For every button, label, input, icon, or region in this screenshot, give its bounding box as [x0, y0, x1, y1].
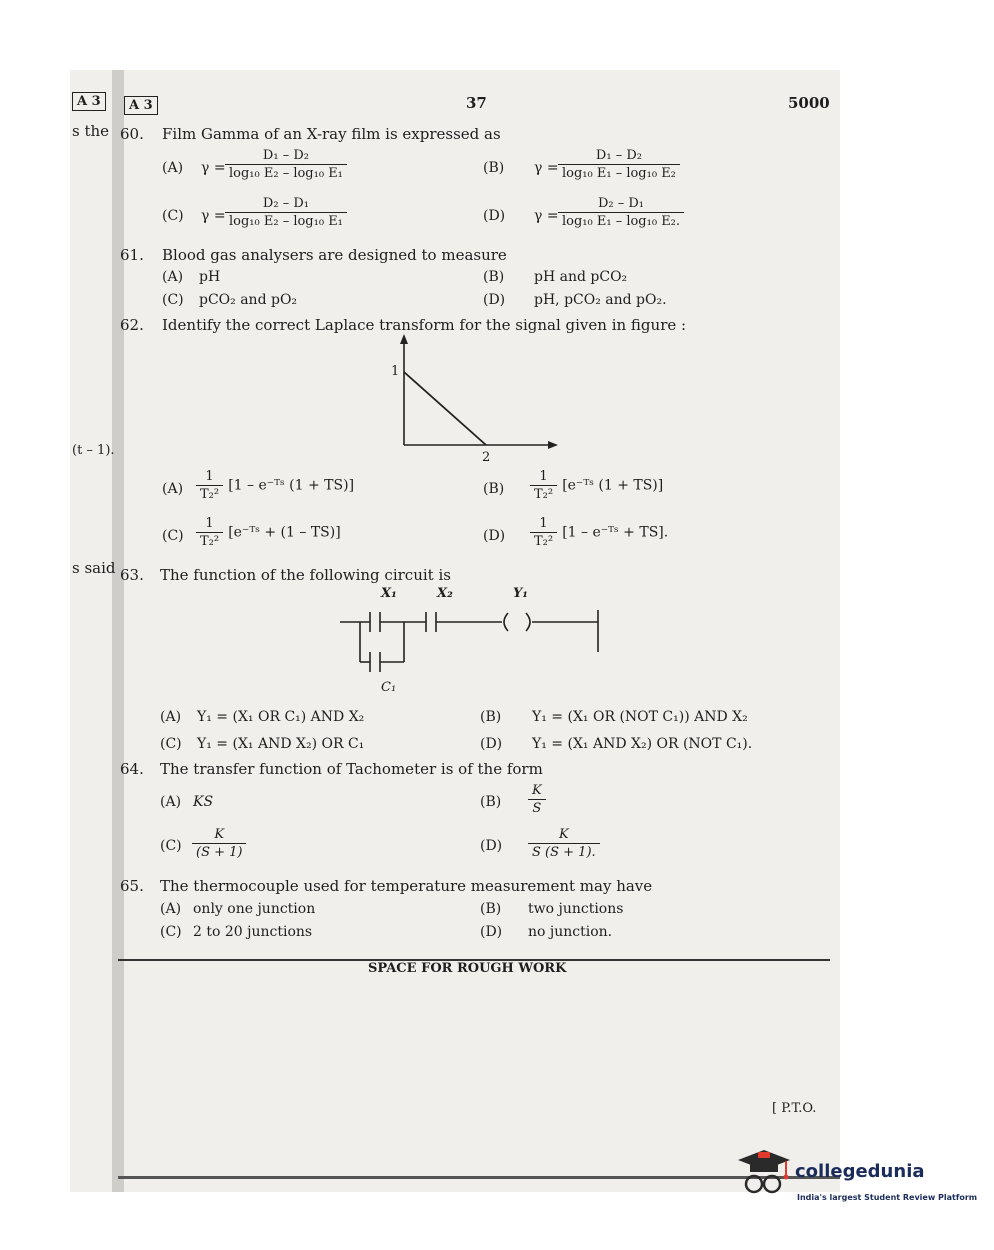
- collegedunia-logo-icon: [736, 1146, 792, 1198]
- option-text: pCO₂ and pO₂: [199, 292, 298, 308]
- fraction-numerator: D₂ – D₁: [558, 195, 684, 213]
- option-a-fraction: [225, 147, 347, 182]
- question-number: 64.: [120, 760, 144, 778]
- option-text: pH, pCO₂ and pO₂.: [534, 292, 667, 308]
- option-label: (B): [483, 269, 505, 285]
- fraction-denominator: T₂²: [200, 487, 220, 502]
- option-label: (C): [160, 736, 182, 752]
- option-b-expression: [530, 468, 663, 503]
- option-c-fraction: [192, 826, 246, 861]
- fraction-numerator: 1: [530, 515, 557, 533]
- option-c-fraction: [225, 195, 347, 230]
- option-text: only one junction: [193, 901, 316, 917]
- pto-label: [ P.T.O.: [772, 1101, 817, 1116]
- fraction-denominator: T₂²: [534, 534, 554, 549]
- question-text: The function of the following circuit is: [160, 566, 451, 584]
- label-c1: C₁: [381, 680, 397, 695]
- option-label: (D): [480, 838, 503, 854]
- option-d-expression: [530, 515, 668, 550]
- option-label: (A): [162, 269, 184, 285]
- fraction-denominator: S: [532, 801, 542, 816]
- fraction-numerator: D₂ – D₁: [225, 195, 347, 213]
- option-text: 2 to 20 junctions: [193, 924, 313, 940]
- gamma-lhs: γ =: [201, 208, 226, 224]
- option-label: (A): [160, 794, 182, 810]
- brand-name: collegedunia: [795, 1161, 925, 1182]
- laplace-expression: [1 – e⁻ᵀˢ + TS].: [562, 524, 669, 541]
- page-number: 37: [466, 94, 487, 112]
- x-axis-arrow-icon: [548, 441, 558, 449]
- fraction-numerator: D₁ – D₂: [225, 147, 347, 165]
- question-text: The thermocouple used for temperature measurement may have: [160, 877, 653, 895]
- option-label: (B): [483, 160, 505, 176]
- question-number: 63.: [120, 566, 144, 584]
- fraction-numerator: K: [192, 826, 246, 844]
- laplace-expression: [1 – e⁻ᵀˢ (1 + TS)]: [228, 477, 355, 494]
- option-text: pH and pCO₂: [534, 269, 628, 285]
- figure-y-tick: 1: [391, 364, 400, 379]
- option-b-fraction: [558, 147, 680, 182]
- left-page-badge: A 3: [72, 92, 106, 111]
- option-text: Y₁ = (X₁ AND X₂) OR C₁: [197, 736, 365, 752]
- label-y1: Y₁: [513, 586, 528, 601]
- option-label: (D): [480, 924, 503, 940]
- question-number: 60.: [120, 125, 144, 143]
- margin-fragment: s said: [72, 559, 116, 577]
- label-x1: X₁: [381, 586, 397, 601]
- option-label: (B): [480, 794, 502, 810]
- fraction-numerator: 1: [196, 468, 223, 486]
- option-label: (C): [162, 528, 184, 544]
- label-x2: X₂: [437, 586, 453, 601]
- signal-figure: [380, 330, 570, 470]
- margin-fragment: s the: [72, 122, 110, 140]
- question-text: The transfer function of Tachometer is of the form: [160, 760, 543, 778]
- option-label: (C): [162, 292, 184, 308]
- option-text: no junction.: [528, 924, 613, 940]
- option-text: pH: [199, 269, 221, 285]
- option-text: Y₁ = (X₁ OR C₁) AND X₂: [197, 709, 365, 725]
- option-label: (A): [160, 709, 182, 725]
- brand-tagline: India's largest Student Review Platform: [797, 1193, 978, 1202]
- coil-left-arc: [504, 613, 508, 631]
- option-label: (C): [160, 924, 182, 940]
- fraction-denominator: log₁₀ E₁ – log₁₀ E₂: [562, 166, 676, 181]
- fraction-numerator: 1: [196, 515, 223, 533]
- rough-work-label: SPACE FOR ROUGH WORK: [368, 961, 567, 976]
- fraction-denominator: T₂²: [200, 534, 220, 549]
- question-text: Identify the correct Laplace transform for the signal given in figure :: [162, 316, 687, 334]
- option-b-fraction: [528, 782, 546, 817]
- ramp-signal-line: [404, 372, 486, 445]
- option-text: Y₁ = (X₁ AND X₂) OR (NOT C₁).: [532, 736, 753, 752]
- page-badge: A 3: [124, 96, 158, 115]
- question-number: 62.: [120, 316, 144, 334]
- option-label: (A): [162, 481, 184, 497]
- gamma-lhs: γ =: [534, 160, 559, 176]
- fraction-denominator: log₁₀ E₂ – log₁₀ E₁: [229, 166, 343, 181]
- fraction-numerator: K: [528, 782, 546, 800]
- option-d-fraction: [558, 195, 684, 230]
- option-label: (A): [162, 160, 184, 176]
- fraction-numerator: 1: [530, 468, 557, 486]
- option-label: (D): [480, 736, 503, 752]
- coil-right-arc: [526, 613, 530, 631]
- option-label: (D): [483, 292, 506, 308]
- option-text: KS: [193, 794, 214, 810]
- option-label: (D): [483, 208, 506, 224]
- fraction-numerator: D₁ – D₂: [558, 147, 680, 165]
- laplace-expression: [e⁻ᵀˢ (1 + TS)]: [562, 477, 664, 494]
- page-spine-shadow: [112, 70, 124, 1192]
- question-number: 61.: [120, 246, 144, 264]
- question-number: 65.: [120, 877, 144, 895]
- question-text: Film Gamma of an X-ray film is expressed as: [162, 125, 501, 143]
- option-label: (B): [480, 901, 502, 917]
- option-label: (B): [483, 481, 505, 497]
- fraction-denominator: log₁₀ E₂ – log₁₀ E₁: [229, 214, 343, 229]
- fraction-numerator: K: [528, 826, 600, 844]
- option-label: (B): [480, 709, 502, 725]
- fraction-denominator: S (S + 1).: [532, 845, 596, 860]
- option-label: (D): [483, 528, 506, 544]
- ladder-circuit: [330, 600, 610, 680]
- option-text: two junctions: [528, 901, 624, 917]
- option-c-expression: [196, 515, 341, 550]
- option-a-expression: [196, 468, 354, 503]
- fraction-denominator: T₂²: [534, 487, 554, 502]
- margin-fragment: (t – 1).: [72, 443, 115, 458]
- question-text: Blood gas analysers are designed to measure: [162, 246, 507, 264]
- option-label: (C): [162, 208, 184, 224]
- y-axis-arrow-icon: [400, 334, 408, 344]
- option-text: Y₁ = (X₁ OR (NOT C₁)) AND X₂: [532, 709, 748, 725]
- option-label: (A): [160, 901, 182, 917]
- gamma-lhs: γ =: [534, 208, 559, 224]
- paper-code: 5000: [788, 94, 830, 112]
- figure-x-tick: 2: [482, 450, 491, 465]
- option-label: (C): [160, 838, 182, 854]
- page-bottom-edge: [118, 1176, 840, 1179]
- fraction-denominator: log₁₀ E₁ – log₁₀ E₂.: [562, 214, 681, 229]
- fraction-denominator: (S + 1): [196, 845, 243, 860]
- gamma-lhs: γ =: [201, 160, 226, 176]
- option-d-fraction: [528, 826, 600, 861]
- laplace-expression: [e⁻ᵀˢ + (1 – TS)]: [228, 524, 341, 541]
